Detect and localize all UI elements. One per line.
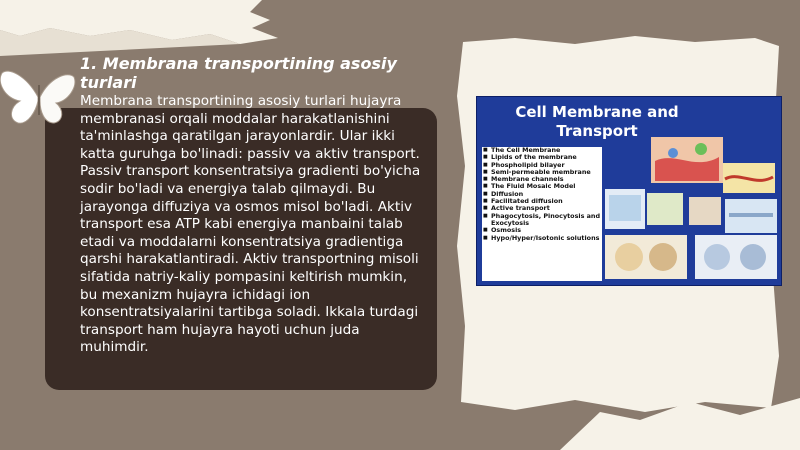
list-item: ■ The Fluid Mosaic Model	[482, 183, 602, 190]
butterfly-icon	[0, 55, 78, 130]
membrane-illustration	[605, 131, 779, 283]
list-item: ■ Phospholipid bilayer	[482, 162, 602, 169]
slide-body-text: Membrana transportining asosiy turlari hujayra membranasi orqali moddalar harakatlanishini ta'minlashga qaratilgan jarayonlardir. Ular ikki katta guruhga bo'linadi: passiv va aktiv transport. Passiv transport konsentratsiya gradienti bo'yicha sodir bo'ladi va energiya talab qilmaydi. Bu jarayonga diffuziya va osmos misol bo'ladi. Aktiv transport esa ATP kabi energiya manbaini talab etadi va moddalarni konsentratsiya gradientiga qarshi harakatlantiradi. Aktiv transportning misoli sifatida natriy-kaliy pompasini keltirish mumkin, bu mexanizm hujayra ichidagi ion konsentratsiyalarini tartibga soladi. Ikkala turdagi transport ham hujayra hayoti uchun juda muhimdir.	[80, 93, 421, 356]
card-topic-list	[482, 147, 602, 281]
list-item: ■ Diffusion	[482, 191, 602, 198]
slide-title: 1. Membrana transportining asosiy turlari	[80, 54, 397, 92]
list-item: ■ Phagocytosis, Pinocytosis and Exocytosis	[482, 213, 602, 228]
card-title: Cell Membrane and Transport	[515, 103, 679, 140]
list-item: ■ Lipids of the membrane	[482, 154, 602, 161]
cell-membrane-card	[476, 96, 782, 286]
list-item: ■ Hypo/Hyper/Isotonic solutions	[482, 235, 602, 242]
list-item: ■ Membrane channels	[482, 176, 602, 183]
list-item: ■ The Cell Membrane	[482, 147, 602, 154]
list-item: ■ Semi-permeable membrane	[482, 169, 602, 176]
list-item: ■ Facilitated diffusion	[482, 198, 602, 205]
list-item: ■ Active transport	[482, 205, 602, 212]
list-item: ■ Osmosis	[482, 227, 602, 234]
